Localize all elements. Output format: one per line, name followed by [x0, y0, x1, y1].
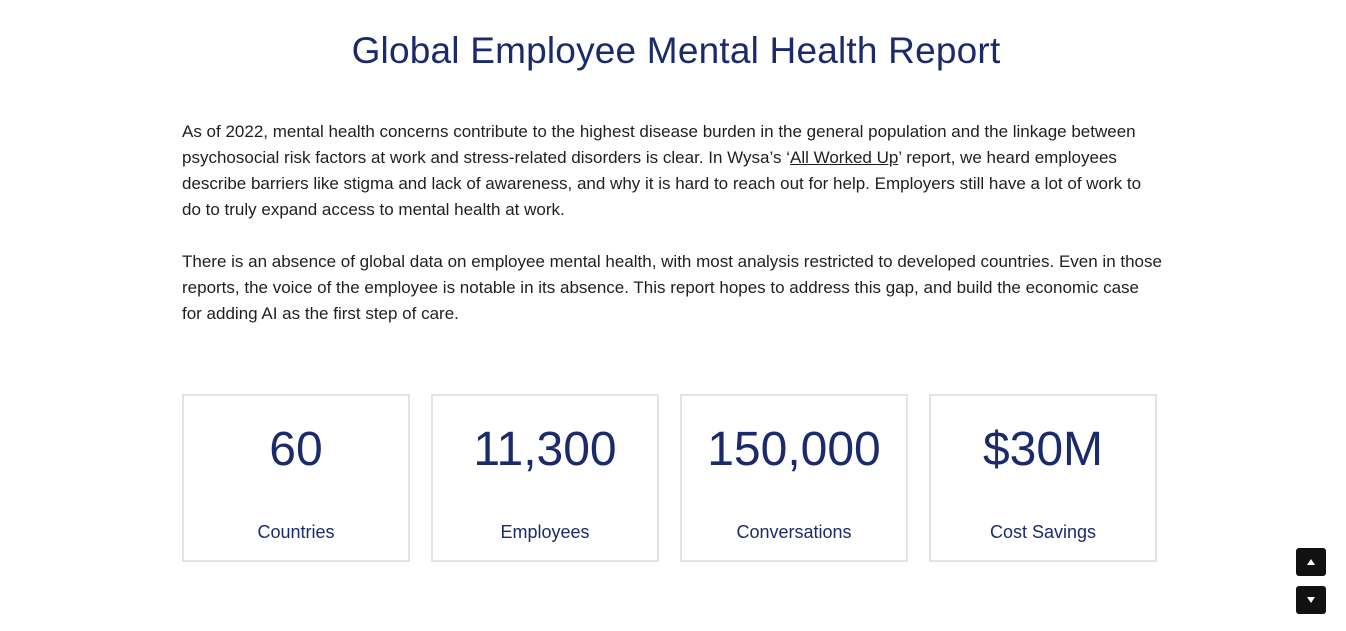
intro-text: [182, 119, 1162, 327]
intro-paragraph-2: There is an absence of global data on employee mental health, with most analysis restricted to developed countries. Even in those reports, the voice of the employee is notable in its absence. This report hopes to address this gap, and build the economic case for adding AI as the first step of care.: [182, 252, 1162, 323]
stat-value: 150,000: [707, 423, 881, 476]
stat-label: Employees: [500, 522, 590, 542]
stat-label: Countries: [257, 522, 335, 542]
stat-value: $30M: [982, 423, 1104, 476]
intro-paragraph-1: [182, 119, 1162, 223]
stat-card-countries: [182, 394, 410, 562]
stat-value: 60: [269, 423, 323, 476]
triangle-down-icon: [1307, 597, 1315, 603]
stat-label: Conversations: [736, 522, 852, 542]
stat-value: 11,300: [473, 423, 617, 476]
stat-label: Cost Savings: [989, 522, 1097, 542]
stat-card-cost-savings: [929, 394, 1157, 562]
stat-card-conversations: [680, 394, 908, 562]
stat-card-employees: [431, 394, 659, 562]
all-worked-up-link[interactable]: All Worked Up: [789, 148, 899, 167]
scroll-up-button[interactable]: [1296, 548, 1326, 576]
intro-p1-text-start: As of 2022, mental health concerns contribute to the highest disease burden in the general population and the linkage between psychosocial risk factors at work and stress-related disorders is clear. In Wysa’s ‘: [182, 122, 1136, 167]
triangle-up-icon: [1307, 559, 1315, 565]
page-title: Global Employee Mental Health Report: [351, 30, 1001, 71]
intro-p1-text-end: ’ report, we heard employees describe barriers like stigma and lack of awareness, and why it is hard to reach out for help. Employers still have a lot of work to do to truly expand access to mental health at work.: [182, 148, 1142, 219]
stats-row: [182, 394, 1157, 562]
scroll-down-button[interactable]: [1296, 586, 1326, 614]
